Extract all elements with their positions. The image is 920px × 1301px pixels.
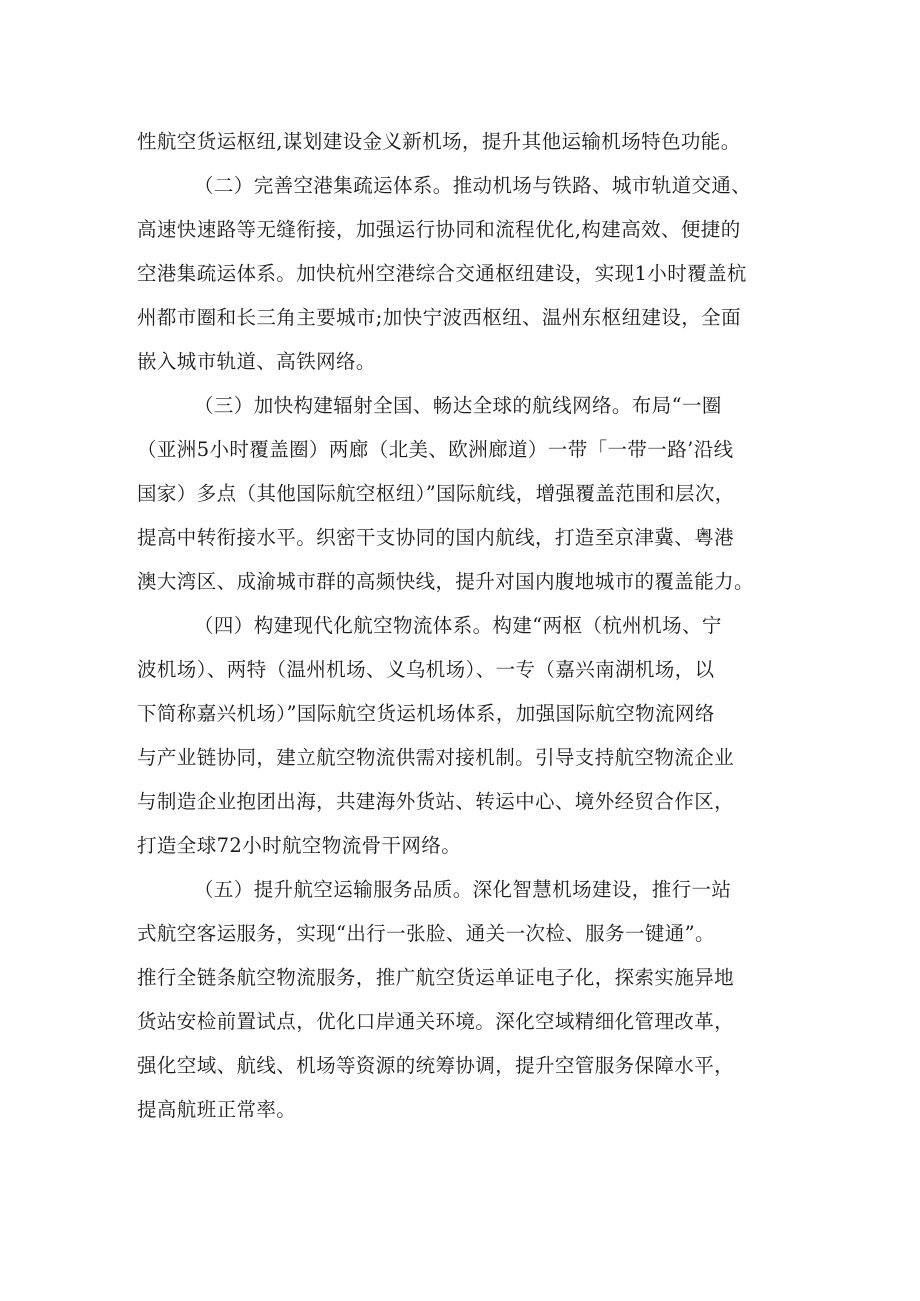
text-line: 空港集疏运体系。加快杭州空港综合交通枢纽建设，实现1小时覆盖杭 xyxy=(137,262,747,285)
text-line: 性航空货运枢纽,谋划建设金义新机场，提升其他运输机场特色功能。 xyxy=(137,130,741,153)
text-line: 波机场）、两特（温州机场、义乌机场）、一专（嘉兴南湖机场，以 xyxy=(137,658,715,681)
document-body xyxy=(137,120,797,1132)
text-line: （亚洲5小时覆盖圈）两廊（北美、欧洲廊道）一带「一带一路’沿线 xyxy=(137,438,734,461)
text-line: 货站安检前置试点，优化口岸通关环境。深化空域精细化管理改革， xyxy=(137,1010,735,1033)
text-line: 推行全链条航空物流服务，推广航空货运单证电子化，探索实施异地 xyxy=(137,966,735,989)
text-line: 提高航班正常率。 xyxy=(137,1098,297,1121)
text-line: 强化空域、航线、机场等资源的统筹协调，提升空管服务保障水平， xyxy=(137,1054,735,1077)
text-line: 澳大湾区、成渝城市群的高频快线，提升对国内腹地城市的覆盖能力。 xyxy=(137,570,754,593)
text-line: 嵌入城市轨道、高铁网络。 xyxy=(137,350,376,373)
text-line: 与制造企业抱团出海，共建海外货站、转运中心、境外经贸合作区， xyxy=(137,790,735,813)
text-line: 下简称嘉兴机场）”国际航空货运机场体系，加强国际航空物流网络 xyxy=(137,702,715,725)
section-heading-line: （二）完善空港集疏运体系。推动机场与铁路、城市轨道交通、 xyxy=(194,174,752,197)
text-line: 提高中转衔接水平。织密干支协同的国内航线，打造至京津冀、粤港 xyxy=(137,526,735,549)
text-line: 国家）多点（其他国际航空枢纽）”国际航线，增强覆盖范围和层次， xyxy=(137,482,735,505)
text-line: 与产业链协同，建立航空物流供需对接机制。引导支持航空物流企业 xyxy=(137,746,735,769)
section-heading-line: （五）提升航空运输服务品质。深化智慧机场建设，推行一站 xyxy=(194,878,732,901)
section-heading-line: （三）加快构建辐射全国、畅达全球的航线网络。布局“一圈 xyxy=(194,394,722,417)
text-line: 州都市圈和长三角主要城市;加快宁波西枢纽、温州东枢纽建设，全面 xyxy=(137,306,741,329)
text-line: 打造全球72小时航空物流骨干网络。 xyxy=(137,834,462,857)
section-heading-line: （四）构建现代化航空物流体系。构建“两枢（杭州机场、宁 xyxy=(194,614,722,637)
text-line: 高速快速路等无缝衔接，加强运行协同和流程优化,构建高效、便捷的 xyxy=(137,218,741,241)
text-line: 式航空客运服务，实现“出行一张脸、通关一次检、服务一键通”。 xyxy=(137,922,715,945)
